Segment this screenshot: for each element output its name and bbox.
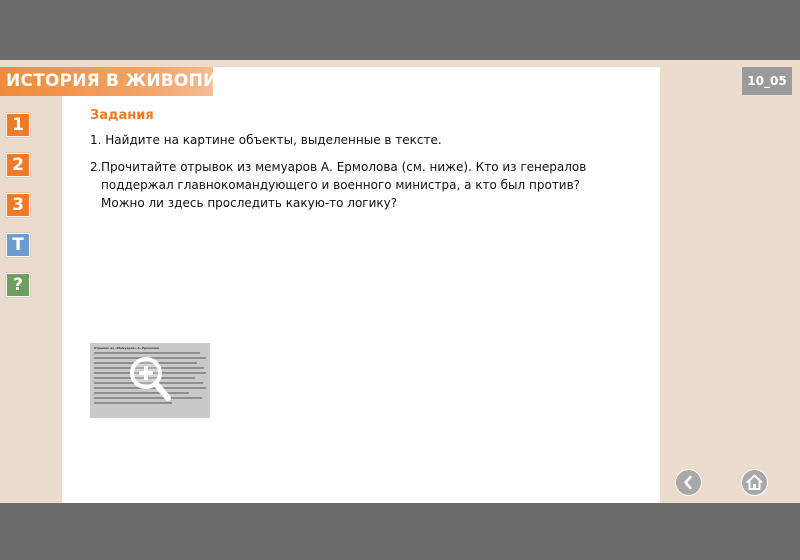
task-text: Найдите на картине объекты, выделенные в тексте. — [105, 133, 442, 147]
section-heading: Задания — [90, 108, 154, 123]
bottom-frame-bar — [0, 503, 800, 560]
top-frame-bar — [0, 0, 800, 60]
task-item-2 — [90, 158, 610, 212]
nav-button-1[interactable]: 1 — [6, 113, 30, 137]
memoir-thumbnail[interactable] — [90, 343, 210, 418]
task-text: Прочитайте отрывок из мемуаров А. Ермолова (см. ниже). Кто из генералов поддержал главнокомандующего и военного министра, а кто был против? Можно ли здесь проследить какую-то логику? — [101, 160, 587, 210]
task-item-1 — [90, 133, 442, 147]
page-title: ИСТОРИЯ В ЖИВОПИСИ — [6, 71, 245, 91]
nav-button-text[interactable]: Т — [6, 233, 30, 257]
zoom-in-icon — [128, 355, 178, 410]
thumbnail-caption: Отрывок из «Мемуаров» А. Ермолова — [94, 346, 159, 350]
back-button[interactable] — [675, 469, 702, 496]
title-banner — [0, 67, 245, 96]
slide-code-badge: 10_05 — [742, 67, 792, 95]
home-button[interactable] — [741, 469, 768, 496]
task-number: 1. — [90, 133, 102, 147]
chevron-left-icon — [676, 470, 701, 495]
task-number: 2. — [90, 160, 102, 174]
home-icon — [742, 470, 767, 495]
nav-button-3[interactable]: 3 — [6, 193, 30, 217]
nav-button-2[interactable]: 2 — [6, 153, 30, 177]
nav-button-question[interactable]: ? — [6, 273, 30, 297]
